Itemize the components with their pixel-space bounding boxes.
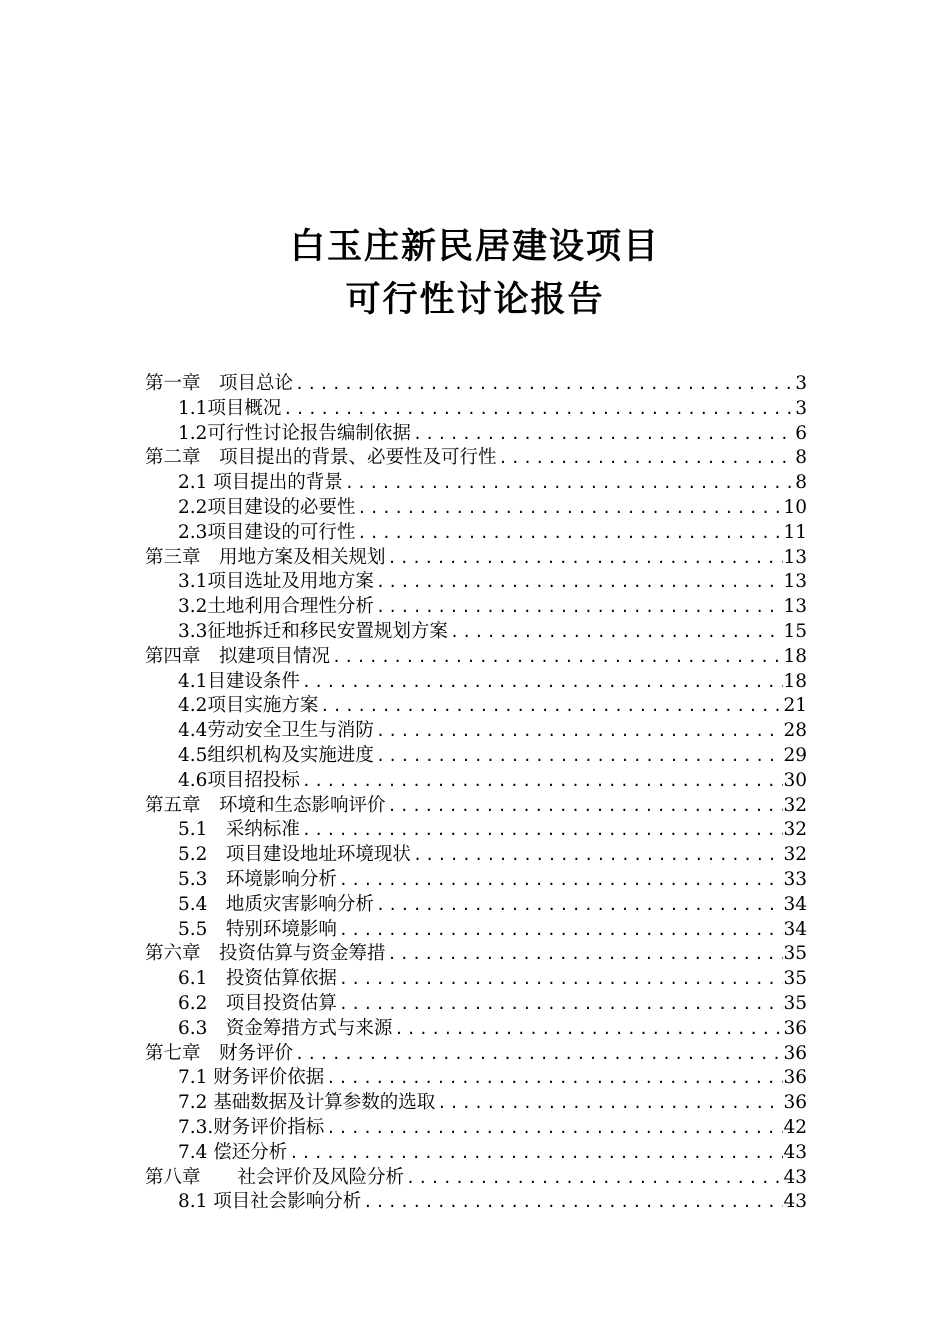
toc-page-number: 42 bbox=[783, 1116, 807, 1138]
toc-entry-title: 4.6项目招投标 bbox=[178, 769, 300, 791]
toc-dot-leader bbox=[361, 1190, 783, 1215]
toc-section-entry[interactable] bbox=[145, 769, 807, 794]
toc-section-entry[interactable] bbox=[145, 818, 807, 843]
toc-chapter-entry[interactable] bbox=[145, 942, 807, 967]
toc-dot-leader bbox=[448, 620, 784, 645]
toc-section-entry[interactable] bbox=[145, 620, 807, 645]
toc-section-entry[interactable] bbox=[145, 744, 807, 769]
toc-entry-title: 第六章 投资估算与资金筹措 bbox=[145, 943, 386, 965]
toc-entry-title: 第七章 财务评价 bbox=[145, 1042, 294, 1064]
toc-entry-title: 7.2 基础数据及计算参数的选取 bbox=[178, 1092, 436, 1114]
toc-entry-title: 5.1 采纳标准 bbox=[178, 819, 300, 841]
toc-entry-title: 8.1 项目社会影响分析 bbox=[178, 1191, 362, 1213]
toc-entry-title: 4.2项目实施方案 bbox=[178, 695, 319, 717]
toc-chapter-entry[interactable] bbox=[145, 1042, 807, 1067]
toc-section-entry[interactable] bbox=[145, 1141, 807, 1166]
toc-chapter-entry[interactable] bbox=[145, 794, 807, 819]
toc-page-number: 35 bbox=[783, 943, 807, 965]
toc-entry-title: 2.1 项目提出的背景 bbox=[178, 472, 343, 494]
toc-section-entry[interactable] bbox=[145, 496, 807, 521]
toc-page-number: 6 bbox=[795, 422, 807, 444]
toc-entry-title: 2.2项目建设的必要性 bbox=[178, 496, 356, 518]
toc-dot-leader bbox=[287, 1141, 783, 1166]
toc-dot-leader bbox=[411, 843, 784, 868]
toc-section-entry[interactable] bbox=[145, 397, 807, 422]
toc-section-entry[interactable] bbox=[145, 1190, 807, 1215]
toc-dot-leader bbox=[324, 1116, 783, 1141]
toc-dot-leader bbox=[300, 769, 784, 794]
toc-entry-title: 第三章 用地方案及相关规划 bbox=[145, 546, 386, 568]
toc-page-number: 35 bbox=[783, 992, 807, 1014]
toc-page-number: 3 bbox=[795, 373, 807, 394]
toc-dot-leader bbox=[337, 918, 784, 943]
toc-page-number: 13 bbox=[783, 571, 807, 593]
toc-page-number: 32 bbox=[783, 794, 807, 816]
toc-entry-title: 第五章 环境和生态影响评价 bbox=[145, 794, 386, 816]
document-subtitle: 可行性讨论报告 bbox=[345, 280, 605, 320]
toc-dot-leader bbox=[300, 818, 784, 843]
toc-page-number: 35 bbox=[783, 968, 807, 990]
toc-section-entry[interactable] bbox=[145, 570, 807, 595]
toc-dot-leader bbox=[300, 670, 784, 695]
toc-page-number: 8 bbox=[795, 447, 807, 469]
toc-dot-leader bbox=[337, 967, 784, 992]
toc-entry-title: 7.1 财务评价依据 bbox=[178, 1067, 325, 1089]
toc-entry-title: 5.4 地质灾害影响分析 bbox=[178, 893, 374, 915]
toc-section-entry[interactable] bbox=[145, 521, 807, 546]
toc-page-number: 28 bbox=[783, 720, 807, 742]
toc-section-entry[interactable] bbox=[145, 1091, 807, 1116]
toc-dot-leader bbox=[337, 868, 784, 893]
toc-section-entry[interactable] bbox=[145, 422, 807, 447]
toc-section-entry[interactable] bbox=[145, 694, 807, 719]
toc-page-number: 13 bbox=[783, 546, 807, 568]
toc-entry-title: 4.4劳动安全卫生与消防 bbox=[178, 720, 374, 742]
toc-page-number: 43 bbox=[783, 1141, 807, 1163]
toc-section-entry[interactable] bbox=[145, 719, 807, 744]
toc-dot-leader bbox=[404, 1166, 783, 1191]
toc-page-number: 34 bbox=[783, 918, 807, 940]
toc-page-number: 43 bbox=[783, 1166, 807, 1188]
toc-dot-leader bbox=[293, 372, 795, 397]
toc-section-entry[interactable] bbox=[145, 1116, 807, 1141]
toc-dot-leader bbox=[411, 422, 795, 447]
toc-dot-leader bbox=[293, 1042, 783, 1067]
toc-dot-leader bbox=[337, 992, 784, 1017]
toc-entry-title: 2.3项目建设的可行性 bbox=[178, 521, 356, 543]
toc-chapter-entry[interactable] bbox=[145, 546, 807, 571]
toc-chapter-entry[interactable] bbox=[145, 1166, 807, 1191]
toc-page-number: 13 bbox=[783, 596, 807, 618]
toc-section-entry[interactable] bbox=[145, 595, 807, 620]
toc-section-entry[interactable] bbox=[145, 471, 807, 496]
toc-entry-title: 6.3 资金筹措方式与来源 bbox=[178, 1017, 393, 1039]
toc-dot-leader bbox=[343, 471, 795, 496]
toc-dot-leader bbox=[386, 546, 784, 571]
toc-page-number: 36 bbox=[783, 1017, 807, 1039]
table-of-contents bbox=[145, 372, 807, 1215]
toc-entry-title: 4.5组织机构及实施进度 bbox=[178, 744, 374, 766]
toc-dot-leader bbox=[324, 1066, 783, 1091]
toc-page-number: 30 bbox=[783, 769, 807, 791]
toc-dot-leader bbox=[374, 595, 784, 620]
toc-section-entry[interactable] bbox=[145, 992, 807, 1017]
toc-section-entry[interactable] bbox=[145, 893, 807, 918]
toc-page-number: 29 bbox=[783, 744, 807, 766]
toc-entry-title: 1.2可行性讨论报告编制依据 bbox=[178, 422, 411, 444]
toc-entry-title: 5.3 环境影响分析 bbox=[178, 868, 337, 890]
toc-chapter-entry[interactable] bbox=[145, 645, 807, 670]
toc-page-number: 32 bbox=[783, 844, 807, 866]
toc-page-number: 8 bbox=[795, 472, 807, 494]
toc-dot-leader bbox=[374, 744, 784, 769]
toc-entry-title: 6.2 项目投资估算 bbox=[178, 992, 337, 1014]
toc-entry-title: 7.4 偿还分析 bbox=[178, 1141, 288, 1163]
toc-section-entry[interactable] bbox=[145, 918, 807, 943]
toc-page-number: 18 bbox=[783, 670, 807, 692]
document-title: 白玉庄新民居建设项目 bbox=[289, 227, 660, 267]
toc-page-number: 36 bbox=[783, 1042, 807, 1064]
toc-page-number: 36 bbox=[783, 1067, 807, 1089]
toc-page-number: 33 bbox=[783, 868, 807, 890]
toc-entry-title: 5.2 项目建设地址环境现状 bbox=[178, 844, 411, 866]
toc-entry-title: 第八章 社会评价及风险分析 bbox=[145, 1166, 405, 1188]
toc-dot-leader bbox=[330, 645, 783, 670]
toc-entry-title: 1.1项目概况 bbox=[178, 397, 282, 419]
toc-page-number: 10 bbox=[783, 496, 807, 518]
toc-section-entry[interactable] bbox=[145, 1017, 807, 1042]
toc-section-entry[interactable] bbox=[145, 868, 807, 893]
toc-entry-title: 4.1目建设条件 bbox=[178, 670, 300, 692]
toc-section-entry[interactable] bbox=[145, 1066, 807, 1091]
toc-page-number: 15 bbox=[783, 620, 807, 642]
toc-dot-leader bbox=[374, 893, 784, 918]
toc-chapter-entry[interactable] bbox=[145, 372, 807, 397]
toc-dot-leader bbox=[386, 794, 784, 819]
toc-page-number: 18 bbox=[783, 645, 807, 667]
toc-dot-leader bbox=[355, 521, 783, 546]
toc-entry-title: 3.3征地拆迁和移民安置规划方案 bbox=[178, 620, 448, 642]
toc-dot-leader bbox=[318, 694, 783, 719]
toc-page-number: 43 bbox=[783, 1191, 807, 1213]
toc-dot-leader bbox=[374, 719, 784, 744]
toc-page-number: 3 bbox=[795, 397, 807, 419]
toc-dot-leader bbox=[374, 570, 784, 595]
toc-entry-title: 6.1 投资估算依据 bbox=[178, 968, 337, 990]
toc-dot-leader bbox=[281, 397, 795, 422]
toc-entry-title: 5.5 特别环境影响 bbox=[178, 918, 337, 940]
toc-dot-leader bbox=[386, 942, 784, 967]
toc-section-entry[interactable] bbox=[145, 670, 807, 695]
toc-entry-title: 第一章 项目总论 bbox=[145, 373, 294, 394]
toc-page-number: 21 bbox=[783, 695, 807, 717]
toc-dot-leader bbox=[392, 1017, 783, 1042]
toc-section-entry[interactable] bbox=[145, 967, 807, 992]
toc-page-number: 36 bbox=[783, 1092, 807, 1114]
toc-dot-leader bbox=[497, 446, 796, 471]
toc-section-entry[interactable] bbox=[145, 843, 807, 868]
toc-dot-leader bbox=[355, 496, 783, 521]
toc-page-number: 34 bbox=[783, 893, 807, 915]
toc-page-number: 11 bbox=[783, 521, 807, 543]
toc-dot-leader bbox=[435, 1091, 783, 1116]
toc-page-number: 32 bbox=[783, 819, 807, 841]
toc-entry-title: 第二章 项目提出的背景、必要性及可行性 bbox=[145, 447, 497, 469]
toc-entry-title: 3.1项目选址及用地方案 bbox=[178, 571, 374, 593]
toc-entry-title: 7.3.财务评价指标 bbox=[178, 1116, 325, 1138]
toc-entry-title: 3.2土地利用合理性分析 bbox=[178, 596, 374, 618]
toc-chapter-entry[interactable] bbox=[145, 446, 807, 471]
toc-entry-title: 第四章 拟建项目情况 bbox=[145, 645, 331, 667]
